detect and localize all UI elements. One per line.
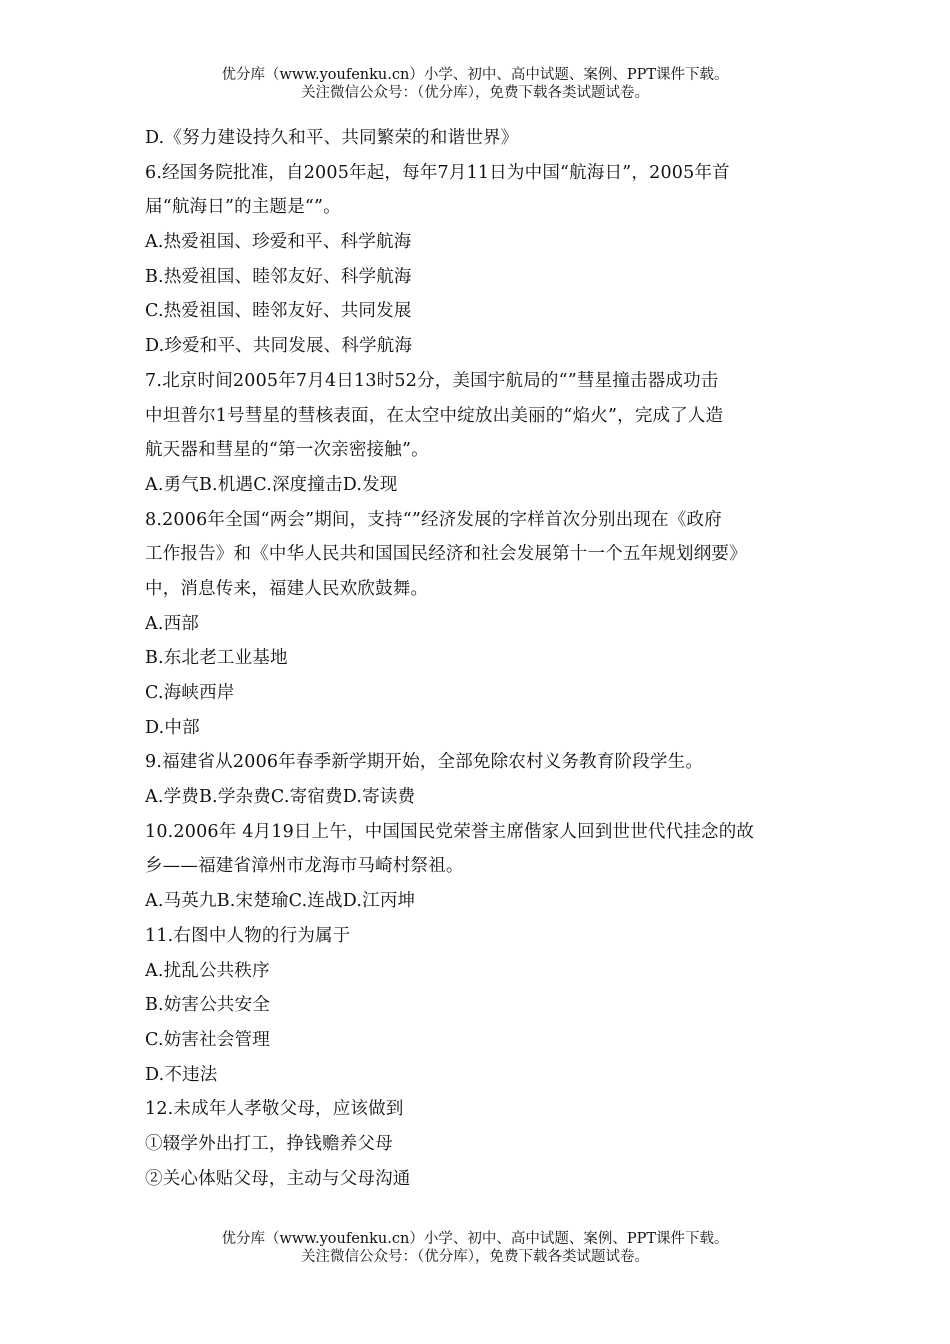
text-line: 10.2006年 4月19日上午，中国国民党荣誉主席偕家人回到世世代代挂念的故 xyxy=(145,821,755,842)
text-line: A.热爱祖国、珍爱和平、科学航海 xyxy=(145,232,412,253)
text-line: A.扰乱公共秩序 xyxy=(145,960,270,981)
header-line-1: 优分库（www.youfenku.cn）小学、初中、高中试题、案例、PPT课件下载。 xyxy=(221,67,729,83)
text-line: 7.北京时间2005年7月4日13时52分，美国宇航局的“”彗星撞击器成功击 xyxy=(145,370,719,391)
text-line: D.中部 xyxy=(145,717,200,738)
text-line: C.热爱祖国、睦邻友好、共同发展 xyxy=(145,301,412,322)
text-line: 届“航海日”的主题是“”。 xyxy=(145,197,341,218)
text-line: ②关心体贴父母，主动与父母沟通 xyxy=(145,1168,411,1189)
text-line: 8.2006年全国“两会”期间，支持“”经济发展的字样首次分别出现在《政府 xyxy=(145,509,722,530)
text-line: C.妨害社会管理 xyxy=(145,1029,270,1050)
text-line: B.妨害公共安全 xyxy=(145,995,271,1016)
text-line: D.《努力建设持久和平、共同繁荣的和谐世界》 xyxy=(145,128,519,148)
text-line: 中，消息传来，福建人民欢欣鼓舞。 xyxy=(145,578,429,599)
text-line: 航天器和彗星的“第一次亲密接触”。 xyxy=(145,440,429,461)
text-line: 中坦普尔1号彗星的彗核表面，在太空中绽放出美丽的“焰火”，完成了人造 xyxy=(145,405,724,426)
text-line: ①辍学外出打工，挣钱赡养父母 xyxy=(145,1133,393,1154)
text-line: C.海峡西岸 xyxy=(145,683,235,703)
text-line: B.东北老工业基地 xyxy=(145,648,288,669)
text-line: D.不违法 xyxy=(145,1064,218,1085)
text-line: 工作报告》和《中华人民共和国国民经济和社会发展第十一个五年规划纲要》 xyxy=(145,544,747,565)
text-line: 11.右图中人物的行为属于 xyxy=(145,925,351,946)
footer-line-2: 关注微信公众号：（优分库），免费下载各类试题试卷。 xyxy=(301,1249,649,1265)
page-header xyxy=(0,66,950,102)
page-footer xyxy=(0,1230,950,1266)
text-line: A.学费B.学杂费C.寄宿费D.寄读费 xyxy=(145,787,416,808)
document-body xyxy=(145,121,805,1196)
text-line: A.西部 xyxy=(145,613,200,634)
text-line: A.马英九B.宋楚瑜C.连战D.江丙坤 xyxy=(145,891,416,912)
text-line: B.热爱祖国、睦邻友好、科学航海 xyxy=(145,266,412,287)
header-line-2: 关注微信公众号：（优分库），免费下载各类试题试卷。 xyxy=(301,85,649,101)
text-line: 12.未成年人孝敬父母，应该做到 xyxy=(145,1099,404,1120)
text-line: A.勇气B.机遇C.深度撞击D.发现 xyxy=(145,474,398,495)
text-line: 9.福建省从2006年春季新学期开始，全部免除农村义务教育阶段学生。 xyxy=(145,752,704,773)
text-line: 乡——福建省漳州市龙海市马崎村祭祖。 xyxy=(145,856,464,877)
footer-line-1: 优分库（www.youfenku.cn）小学、初中、高中试题、案例、PPT课件下载。 xyxy=(221,1231,729,1247)
text-line: 6.经国务院批准，自2005年起，每年7月11日为中国“航海日”，2005年首 xyxy=(145,162,730,183)
text-line: D.珍爱和平、共同发展、科学航海 xyxy=(145,336,413,357)
